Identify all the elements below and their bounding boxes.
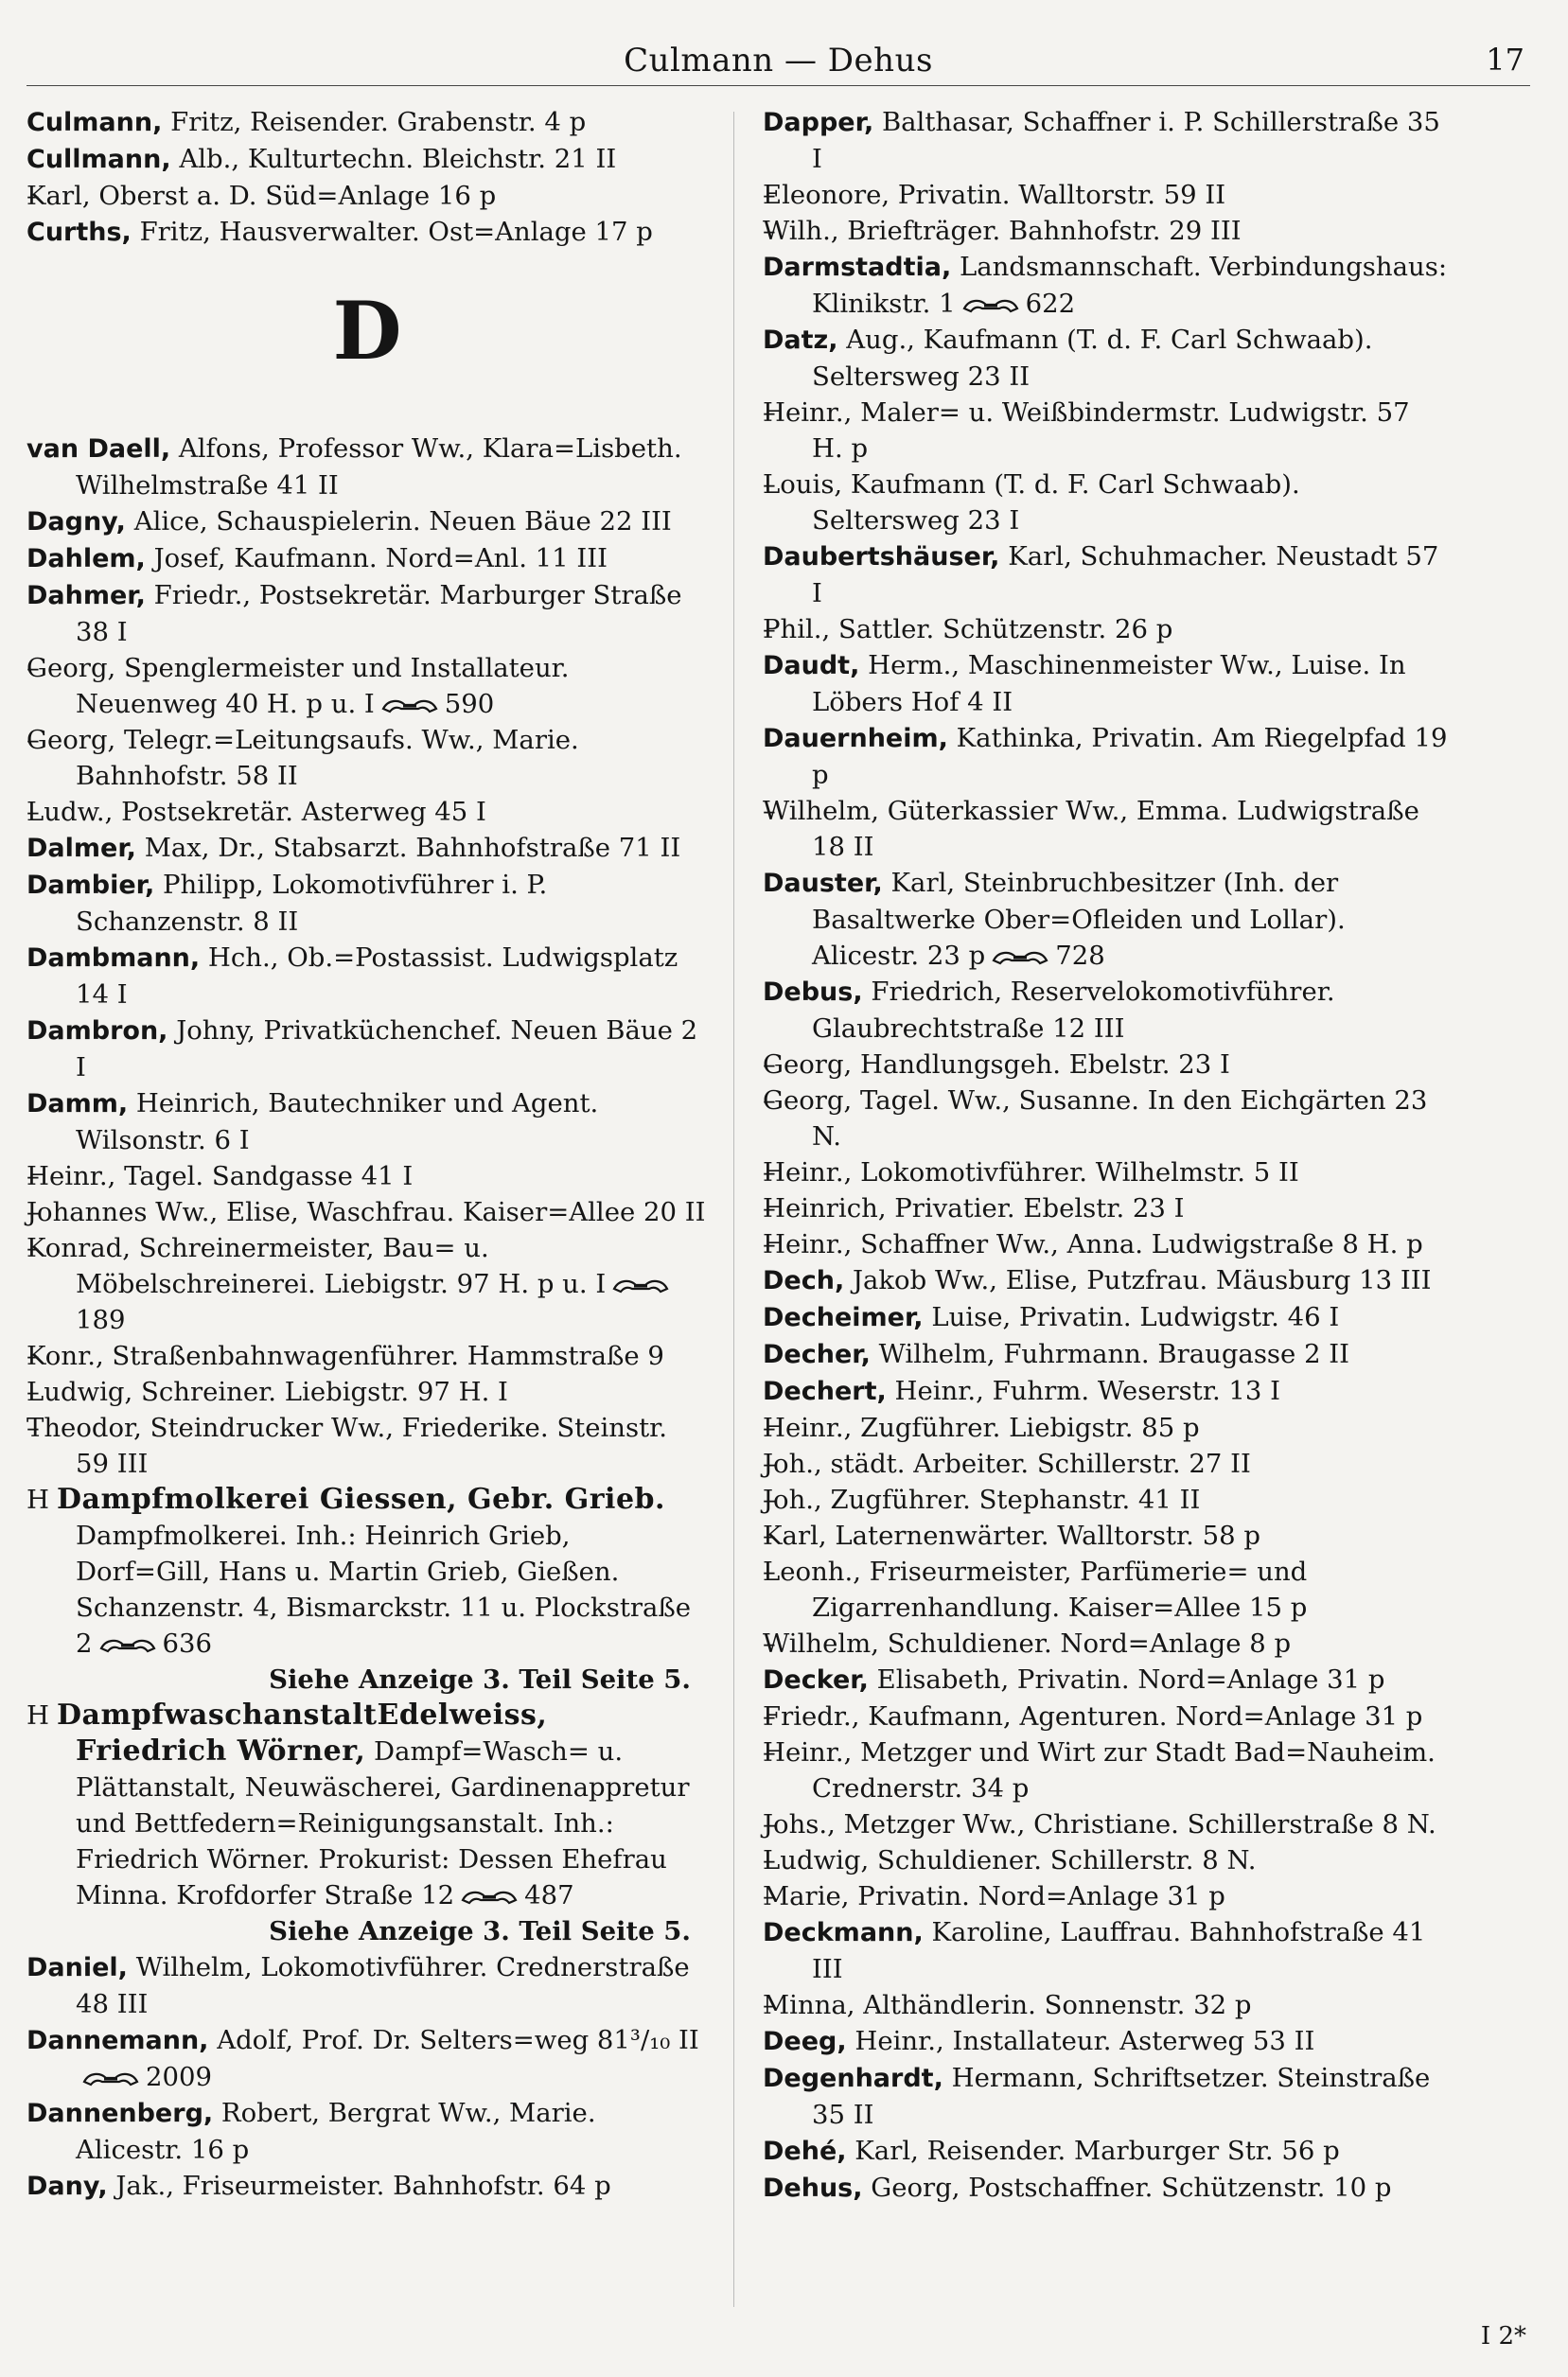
directory-subentry <box>763 177 1449 213</box>
entry-surname: Dapper, <box>763 108 874 137</box>
directory-entry <box>763 1373 1449 1410</box>
directory-entry <box>26 214 708 251</box>
directory-entry <box>26 104 708 141</box>
running-title: Culmann — Dehus <box>624 42 933 79</box>
directory-entry <box>763 2060 1449 2133</box>
entry-details: Heinrich, Bautechniker und Agent. Wilsonstr. 6 I <box>76 1088 599 1155</box>
directory-subentry <box>763 1047 1449 1083</box>
directory-subentry <box>763 1878 1449 1914</box>
entry-details: Max, Dr., Stabsarzt. Bahnhofstraße 71 II <box>144 833 681 863</box>
entry-details: Heinr., Zugführer. Liebigstr. 85 p <box>763 1413 1200 1443</box>
entry-details: Johs., Metzger Ww., Christiane. Schillerstraße 8 N. <box>763 1809 1436 1840</box>
directory-subentry <box>26 722 708 794</box>
directory-subentry <box>763 1482 1449 1518</box>
directory-subentry <box>26 1158 708 1194</box>
directory-entry <box>763 865 1449 974</box>
directory-subentry <box>763 1083 1449 1154</box>
entry-surname: van Daell, <box>26 434 171 464</box>
directory-subentry <box>763 1842 1449 1878</box>
directory-subentry <box>26 1338 708 1374</box>
entry-details: Karoline, Lauffrau. Bahnhofstraße 41 III <box>812 1917 1426 1984</box>
directory-entry <box>763 2133 1449 2170</box>
entry-surname: Decker, <box>763 1665 869 1695</box>
entry-details: Fritz, Hausverwalter. Ost=Anlage 17 p <box>139 217 653 247</box>
directory-entry <box>26 940 708 1012</box>
entry-details: Eleonore, Privatin. Walltorstr. 59 II <box>763 180 1226 210</box>
directory-entry <box>763 1662 1449 1699</box>
entry-surname: Degenhardt, <box>763 2064 943 2093</box>
commercial-register-mark: H <box>26 1485 49 1515</box>
entry-details: Heinr., Tagel. Sandgasse 41 I <box>26 1161 414 1191</box>
entry-details: Marie, Privatin. Nord=Anlage 31 p <box>763 1881 1225 1911</box>
directory-entry <box>763 2170 1449 2207</box>
directory-entry <box>763 538 1449 611</box>
entry-details: Georg, Postschaffner. Schützenstr. 10 p <box>871 2173 1392 2203</box>
telephone-handset-icon <box>81 2070 140 2087</box>
entry-details: Wilh., Briefträger. Bahnhofstr. 29 III <box>763 216 1242 246</box>
entry-details: Jakob Ww., Elise, Putzfrau. Mäusburg 13 III <box>852 1265 1432 1295</box>
entry-surname: Dauernheim, <box>763 724 948 753</box>
entry-details: Robert, Bergrat Ww., Marie. Alicestr. 16 p <box>76 2098 596 2165</box>
directory-subentry <box>763 467 1449 538</box>
entry-details: Friedr., Kaufmann, Agenturen. Nord=Anlage 31 p <box>763 1701 1423 1732</box>
directory-entry <box>763 2023 1449 2060</box>
directory-subentry <box>26 1230 708 1338</box>
entry-details: Konrad, Schreinermeister, Bau= u. Möbelschreinerei. Liebigstr. 97 H. p u. I <box>26 1233 607 1299</box>
telephone-handset-icon <box>380 697 439 714</box>
directory-subentry <box>763 1518 1449 1554</box>
entry-details: Kathinka, Privatin. Am Riegelpfad 19 p <box>812 723 1448 790</box>
directory-subentry <box>26 1194 708 1230</box>
directory-subentry <box>763 793 1449 865</box>
directory-entry <box>763 720 1449 793</box>
directory-subentry <box>763 1226 1449 1262</box>
telephone-handset-icon <box>460 1889 519 1906</box>
entry-details: Wilhelm, Schuldiener. Nord=Anlage 8 p <box>763 1629 1292 1659</box>
entry-details: Karl, Steinbruchbesitzer (Inh. der Basaltwerke Ober=Ofleiden und Lollar). Alicestr. 23 p <box>812 868 1346 971</box>
directory-entry <box>26 1949 708 2022</box>
directory-subentry <box>763 1446 1449 1482</box>
entry-details: Georg, Handlungsgeh. Ebelstr. 23 I <box>763 1049 1230 1080</box>
entry-surname: Dechert, <box>763 1377 887 1406</box>
entry-surname: Culmann, <box>26 108 163 137</box>
directory-entry <box>763 647 1449 720</box>
entry-surname: Dech, <box>763 1266 845 1295</box>
directory-subentry <box>763 395 1449 467</box>
entry-details: Ludwig, Schuldiener. Schillerstr. 8 N. <box>763 1845 1257 1875</box>
entry-surname: Decheimer, <box>763 1303 924 1332</box>
directory-subentry <box>763 611 1449 647</box>
firm-name: Dampfmolkerei Giessen, Gebr. Grieb. <box>57 1483 665 1516</box>
entry-surname: Damm, <box>26 1089 129 1118</box>
advertisement-reference: Siehe Anzeige 3. Teil Seite 5. <box>269 1916 691 1946</box>
phone-number: 636 <box>162 1629 212 1659</box>
entry-surname: Dauster, <box>763 869 883 898</box>
entry-details: Philipp, Lokomotivführer i. P. Schanzenstr. 8 II <box>76 870 548 937</box>
entry-surname: Dannenberg, <box>26 2099 214 2128</box>
entry-details: Alice, Schauspielerin. Neuen Bäue 22 III <box>133 506 672 537</box>
directory-entry <box>763 974 1449 1047</box>
directory-subentry <box>26 650 708 722</box>
entry-details: Karl, Oberst a. D. Süd=Anlage 16 p <box>26 181 497 211</box>
entry-details: Hermann, Schriftsetzer. Steinstraße 35 II <box>812 2063 1431 2130</box>
commercial-register-mark: H <box>26 1700 49 1731</box>
directory-subentry <box>763 1154 1449 1190</box>
entry-surname: Daubertshäuser, <box>763 542 1000 572</box>
phone-number: 728 <box>1055 941 1105 971</box>
entry-details: Johannes Ww., Elise, Waschfrau. Kaiser=Allee 20 II <box>26 1197 706 1227</box>
entry-surname: Daudt, <box>763 651 860 680</box>
entry-details: Karl, Reisender. Marburger Str. 56 p <box>854 2136 1340 2166</box>
directory-subentry <box>763 1626 1449 1662</box>
entry-details: Elisabeth, Privatin. Nord=Anlage 31 p <box>876 1664 1385 1695</box>
directory-subentry <box>763 1987 1449 2023</box>
directory-entry <box>26 1085 708 1158</box>
entry-details: Heinr., Metzger und Wirt zur Stadt Bad=Nauheim. Crednerstr. 34 p <box>763 1737 1436 1804</box>
telephone-handset-icon <box>991 949 1049 966</box>
entry-details: Karl, Schuhmacher. Neustadt 57 I <box>812 541 1439 608</box>
entry-surname: Curths, <box>26 218 132 247</box>
entry-details: Leonh., Friseurmeister, Parfümerie= und Zigarrenhandlung. Kaiser=Allee 15 p <box>763 1557 1308 1623</box>
telephone-handset-icon <box>98 1637 157 1654</box>
entry-details: Hch., Ob.=Postassist. Ludwigsplatz 14 I <box>76 942 678 1010</box>
directory-subentry <box>763 1554 1449 1626</box>
entry-surname: Dehus, <box>763 2174 863 2203</box>
entry-details: Phil., Sattler. Schützenstr. 26 p <box>763 614 1173 644</box>
directory-entry <box>763 104 1449 177</box>
directory-entry <box>26 577 708 650</box>
directory-entry <box>26 2095 708 2168</box>
entry-surname: Dambron, <box>26 1016 168 1046</box>
directory-subentry <box>763 1190 1449 1226</box>
directory-subentry <box>26 1374 708 1410</box>
directory-entry <box>763 1262 1449 1299</box>
directory-entry <box>26 540 708 577</box>
phone-number: 487 <box>524 1880 574 1910</box>
advertisement-reference: Siehe Anzeige 3. Teil Seite 5. <box>269 1664 691 1695</box>
entry-details: Heinr., Schaffner Ww., Anna. Ludwigstraße 8 H. p <box>763 1229 1423 1259</box>
left-column <box>26 104 708 2205</box>
directory-entry <box>26 1012 708 1085</box>
entry-details: Heinr., Fuhrm. Weserstr. 13 I <box>894 1376 1281 1406</box>
entry-surname: Decher, <box>763 1340 871 1369</box>
entry-details: Georg, Telegr.=Leitungsaufs. Ww., Marie. Bahnhofstr. 58 II <box>26 725 579 791</box>
entry-details: Heinr., Installateur. Asterweg 53 II <box>854 2026 1315 2056</box>
entry-surname: Dalmer, <box>26 834 136 863</box>
directory-subentry <box>763 213 1449 249</box>
entry-details: Theodor, Steindrucker Ww., Friederike. Steinstr. 59 III <box>26 1413 668 1479</box>
phone-number: 2009 <box>146 2062 212 2092</box>
entry-details: Johny, Privatküchenchef. Neuen Bäue 2 I <box>76 1015 698 1083</box>
directory-entry <box>26 503 708 540</box>
entry-details: Herm., Maschinenmeister Ww., Luise. In Löbers Hof 4 II <box>812 650 1406 717</box>
entry-details: Friedrich, Reservelokomotivführer. Glaubrechtstraße 12 III <box>812 977 1335 1044</box>
directory-subentry <box>26 1410 708 1482</box>
directory-entry <box>763 249 1449 322</box>
entry-details: Georg, Tagel. Ww., Susanne. In den Eichgärten 23 N. <box>763 1085 1428 1152</box>
entry-surname: Daniel, <box>26 1953 128 1982</box>
firm-entry <box>26 1698 708 1913</box>
entry-details: Ludw., Postsekretär. Asterweg 45 I <box>26 797 486 827</box>
directory-subentry <box>26 794 708 830</box>
entry-details: Heinr., Lokomotivführer. Wilhelmstr. 5 II <box>763 1157 1299 1188</box>
entry-details: Friedr., Postsekretär. Marburger Straße 38 I <box>76 580 682 647</box>
entry-details: Alfons, Professor Ww., Klara=Lisbeth. Wilhelmstraße 41 II <box>76 433 682 501</box>
entry-surname: Dehé, <box>763 2137 847 2166</box>
entry-details: Wilhelm, Güterkassier Ww., Emma. Ludwigstraße 18 II <box>763 796 1419 862</box>
section-letter: D <box>332 284 402 378</box>
directory-entry <box>26 2022 708 2095</box>
sheet-signature: I 2* <box>1480 2322 1526 2351</box>
entry-details: Georg, Spenglermeister und Installateur. Neuenweg 40 H. p u. I <box>26 653 570 719</box>
phone-number: 590 <box>444 689 495 719</box>
directory-subentry <box>26 178 708 214</box>
phone-number: 189 <box>76 1305 126 1335</box>
directory-entry <box>26 2168 708 2205</box>
entry-surname: Debus, <box>763 977 863 1007</box>
entry-details: Konr., Straßenbahnwagenführer. Hammstraße 9 <box>26 1341 664 1371</box>
entry-surname: Datz, <box>763 326 838 355</box>
telephone-handset-icon <box>961 297 1020 314</box>
entry-details: Luise, Privatin. Ludwigstr. 46 I <box>931 1302 1340 1332</box>
entry-details: Dampf=Wasch= u. Plättanstalt, Neuwäscherei, Gardinenappretur und Bettfedern=Reinigungsanstalt. Inh.: Friedrich Wörner. Prokurist: Dessen Ehefrau Minna. Krofdorfer Straße 12 <box>76 1736 690 1910</box>
firm-name: DampfwaschanstaltEdelweiss, Friedrich Wörner, <box>57 1699 548 1768</box>
directory-subentry <box>763 1410 1449 1446</box>
entry-surname: Dany, <box>26 2172 108 2201</box>
entry-details: Dampfmolkerei. Inh.: Heinrich Grieb, Dorf=Gill, Hans u. Martin Grieb, Gießen. Schanzenstr. 4, Bismarckstr. 11 u. Plockstraße 2 <box>76 1521 692 1659</box>
entry-surname: Dannemann, <box>26 2026 209 2055</box>
directory-subentry <box>763 1806 1449 1842</box>
directory-entry <box>26 431 708 503</box>
phone-number: 622 <box>1025 289 1076 319</box>
directory-entry <box>26 141 708 178</box>
directory-entry <box>763 322 1449 395</box>
entry-surname: Dahlem, <box>26 544 146 573</box>
entry-details: Karl, Laternenwärter. Walltorstr. 58 p <box>763 1521 1260 1551</box>
entry-surname: Darmstadtia, <box>763 253 952 282</box>
entry-details: Heinrich, Privatier. Ebelstr. 23 I <box>763 1193 1185 1224</box>
entry-surname: Dagny, <box>26 507 126 537</box>
entry-details: Balthasar, Schaffner i. P. Schillerstraße 35 I <box>812 107 1440 174</box>
entry-details: Alb., Kulturtechn. Bleichstr. 21 II <box>179 144 617 174</box>
directory-entry <box>763 1336 1449 1373</box>
directory-entry <box>26 830 708 867</box>
column-divider <box>733 112 734 2307</box>
entry-surname: Deckmann, <box>763 1918 924 1947</box>
entry-surname: Dambier, <box>26 871 155 900</box>
entry-surname: Dambmann, <box>26 943 201 973</box>
entry-details: Louis, Kaufmann (T. d. F. Carl Schwaab). Seltersweg 23 I <box>763 469 1300 536</box>
right-column <box>763 104 1449 2207</box>
entry-details: Minna, Althändlerin. Sonnenstr. 32 p <box>763 1990 1252 2020</box>
entry-surname: Cullmann, <box>26 145 171 174</box>
page-header <box>26 38 1530 86</box>
entry-details: Joh., Zugführer. Stephanstr. 41 II <box>763 1485 1201 1515</box>
entry-details: Wilhelm, Fuhrmann. Braugasse 2 II <box>878 1339 1350 1369</box>
telephone-handset-icon <box>611 1277 670 1294</box>
entry-surname: Dahmer, <box>26 581 146 610</box>
entry-details: Heinr., Maler= u. Weißbindermstr. Ludwigstr. 57 H. p <box>763 397 1410 464</box>
entry-details: Landsmannschaft. Verbindungshaus: Klinikstr. 1 <box>812 252 1448 319</box>
entry-details: Adolf, Prof. Dr. Selters=weg 81³/₁₀ II <box>217 2025 699 2055</box>
page-number: 17 <box>1486 42 1524 78</box>
entry-details: Fritz, Reisender. Grabenstr. 4 p <box>170 107 587 137</box>
directory-subentry <box>763 1734 1449 1806</box>
firm-entry <box>26 1482 708 1662</box>
directory-entry <box>26 867 708 940</box>
directory-entry <box>763 1914 1449 1987</box>
entry-details: Wilhelm, Lokomotivführer. Crednerstraße 48 III <box>76 1952 690 2019</box>
entry-details: Aug., Kaufmann (T. d. F. Carl Schwaab). Seltersweg 23 II <box>812 325 1373 392</box>
entry-details: Joh., städt. Arbeiter. Schillerstr. 27 II <box>763 1449 1251 1479</box>
entry-surname: Deeg, <box>763 2027 847 2056</box>
entry-details: Ludwig, Schreiner. Liebigstr. 97 H. I <box>26 1377 508 1407</box>
directory-subentry <box>763 1699 1449 1734</box>
directory-entry <box>763 1299 1449 1336</box>
entry-details: Jak., Friseurmeister. Bahnhofstr. 64 p <box>115 2171 611 2201</box>
entry-details: Josef, Kaufmann. Nord=Anl. 11 III <box>153 543 608 573</box>
